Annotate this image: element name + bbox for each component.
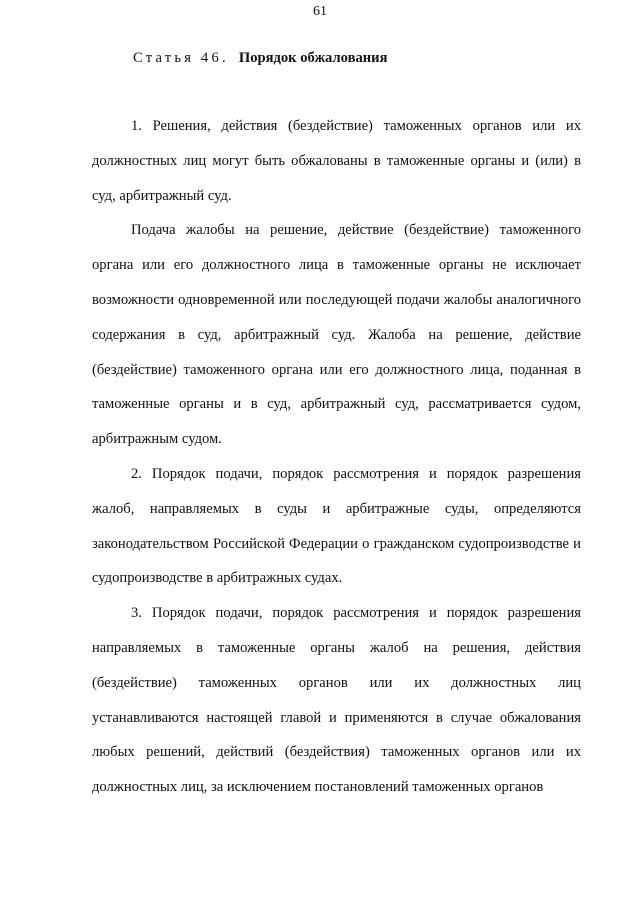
page-number: 61 [313, 4, 327, 19]
article-body [92, 109, 581, 805]
paragraph-1: 1. Решения, действия (бездействие) таможенных органов или их должностных лиц могут быть обжалованы в таможенные органы и (или) в суд, арбитражный суд. [92, 118, 581, 204]
paragraph-3: 2. Порядок подачи, порядок рассмотрения и порядок разрешения жалоб, направляемых в суды и арбитражные суды, определяются законодательством Российской Федерации о гражданском судопроизводстве и судопроизводстве в арбитражных судах. [92, 465, 581, 587]
paragraph-2: Подача жалобы на решение, действие (бездействие) таможенного органа или его должностного лица в таможенные органы не исключает возможности одновременной или последующей подачи жалобы аналогичного содержания в суд, арбитражный суд. Жалоба на решение, действие (бездействие) таможенного органа или его должностного лица, поданная в таможенные органы и в суд, арбитражный суд, рассматривается судом, арбитражным судом. [92, 222, 581, 448]
article-heading [133, 48, 593, 68]
paragraph-4: 3. Порядок подачи, порядок рассмотрения и порядок разрешения направляемых в таможенные органы жалоб на решения, действия (бездействие) таможенных органов или их должностных лиц устанавливаются настоящей главой и применяются в случае обжалования любых решений, действий (бездействия) таможенных органов или их должностных лиц, за исключением постановлений таможенных органов [92, 605, 581, 796]
article-label: Статья 46. [133, 50, 229, 66]
article-title: Порядок обжалования [238, 50, 388, 66]
